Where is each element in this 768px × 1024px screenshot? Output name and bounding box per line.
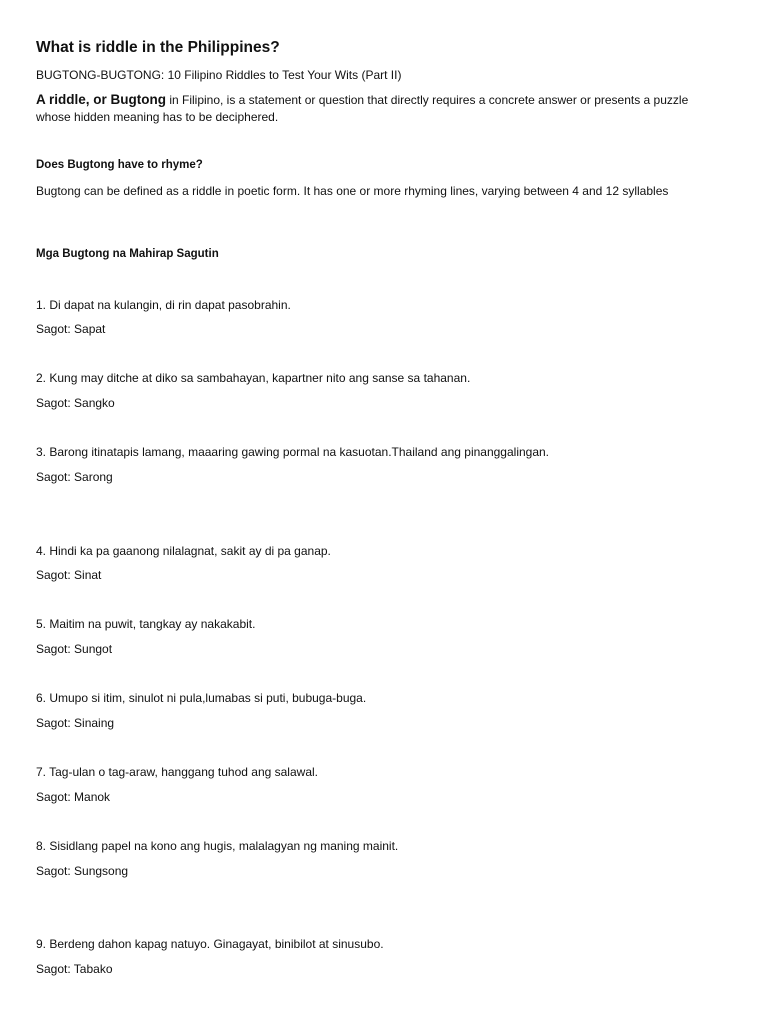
riddle-answer: Sagot: Sangko: [36, 396, 115, 410]
riddle-question: 7. Tag-ulan o tag-araw, hanggang tuhod ang salawal.: [36, 765, 318, 779]
riddle-question: 3. Barong itinatapis lamang, maaaring gawing pormal na kasuotan.Thailand ang pinanggalingan.: [36, 445, 550, 459]
riddle-answer: Sagot: Sungsong: [36, 864, 129, 878]
riddle-question: 8. Sisidlang papel na kono ang hugis, malalagyan ng maning mainit.: [36, 839, 399, 853]
riddle-answer: Sagot: Manok: [36, 790, 111, 804]
rhyme-paragraph: Bugtong can be defined as a riddle in poetic form. It has one or more rhyming lines, varying between 4 and 12 syllables: [36, 184, 669, 198]
riddle-answer: Sagot: Sinat: [36, 568, 102, 582]
intro-paragraph: [36, 91, 696, 126]
subtitle: BUGTONG-BUGTONG: 10 Filipino Riddles to Test Your Wits (Part II): [36, 68, 402, 82]
riddle-answer: Sagot: Sarong: [36, 470, 113, 484]
riddle-question: 9. Berdeng dahon kapag natuyo. Ginagayat, binibilot at sinusubo.: [36, 937, 384, 951]
riddle-answer: Sagot: Sungot: [36, 642, 113, 656]
riddle-question: 1. Di dapat na kulangin, di rin dapat pasobrahin.: [36, 298, 291, 312]
riddle-answer: Sagot: Sapat: [36, 322, 106, 336]
riddle-answer: Sagot: Sinaing: [36, 716, 115, 730]
rhyme-heading: Does Bugtong have to rhyme?: [36, 159, 203, 171]
riddle-answer: Sagot: Tabako: [36, 962, 113, 976]
intro-text: in Filipino, is a statement or question that directly requires a concrete answer or presents a puzzle whose hidden meaning has to be deciphered.: [36, 93, 689, 124]
riddle-question: 2. Kung may ditche at diko sa sambahayan, kapartner nito ang sanse sa tahanan.: [36, 371, 471, 385]
riddle-list-heading: Mga Bugtong na Mahirap Sagutin: [36, 248, 219, 260]
document-page: [36, 0, 696, 1024]
riddle-question: 5. Maitim na puwit, tangkay ay nakakabit.: [36, 617, 256, 631]
page-title: What is riddle in the Philippines?: [36, 39, 280, 56]
riddle-question: 4. Hindi ka pa gaanong nilalagnat, sakit ay di pa ganap.: [36, 544, 331, 558]
intro-lead: A riddle, or Bugtong: [36, 92, 166, 107]
riddle-question: 6. Umupo si itim, sinulot ni pula,lumabas si puti, bubuga-buga.: [36, 691, 367, 705]
